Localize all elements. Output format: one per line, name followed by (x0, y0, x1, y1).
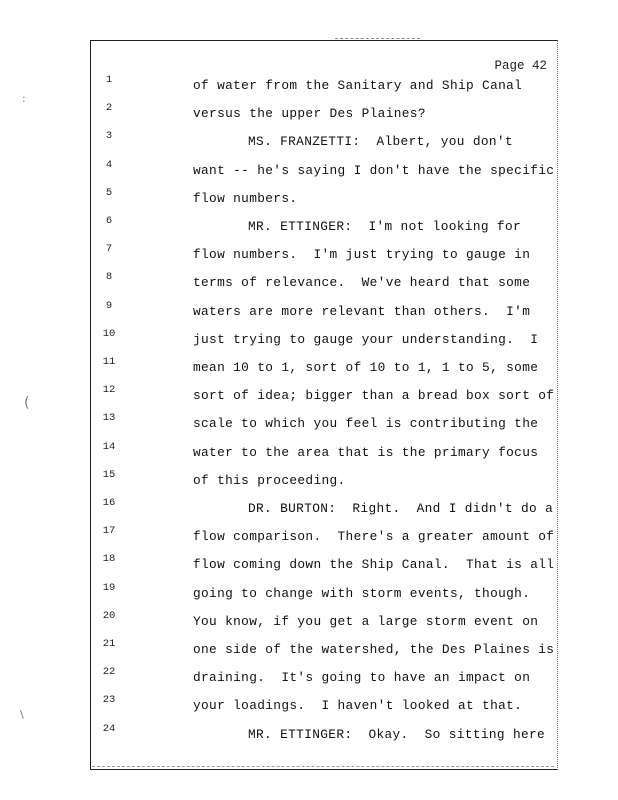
transcript-line (91, 300, 557, 328)
transcript-line (91, 610, 557, 638)
line-text: flow numbers. I'm just trying to gauge in (193, 247, 531, 263)
transcript-line (91, 74, 557, 102)
transcript-line (91, 723, 557, 751)
line-number: 3 (105, 130, 113, 143)
transcript-line (91, 553, 557, 581)
line-text: of this proceeding. (193, 472, 346, 488)
line-number: 2 (105, 102, 113, 115)
line-number: 15 (102, 468, 116, 481)
transcript-line (91, 243, 557, 271)
scan-bottom-mark (92, 766, 554, 768)
line-number: 1 (105, 74, 113, 86)
line-number: 12 (102, 384, 116, 397)
transcript-line (91, 356, 557, 384)
page-number: Page 42 (494, 59, 547, 73)
line-text: of water from the Sanitary and Ship Canal (193, 78, 523, 93)
line-text: your loadings. I haven't looked at that. (193, 698, 523, 714)
line-number: 7 (105, 243, 113, 256)
line-number: 11 (102, 356, 116, 368)
line-text: water to the area that is the primary focus (193, 444, 539, 460)
line-text: flow numbers. (193, 190, 298, 206)
margin-scan-mark: \ (20, 708, 24, 721)
line-number: 19 (102, 581, 116, 594)
line-number: 8 (105, 271, 113, 284)
line-number: 4 (105, 158, 113, 171)
transcript-page (90, 40, 558, 770)
line-text: terms of relevance. We've heard that some (193, 275, 531, 291)
line-text: one side of the watershed, the Des Plaines is (193, 642, 555, 657)
line-text: versus the upper Des Plaines? (193, 106, 426, 122)
transcript-line (91, 271, 557, 299)
transcript-line (91, 666, 557, 694)
transcript-line (91, 328, 557, 356)
line-number: 21 (102, 638, 116, 650)
line-text: MR. ETTINGER: I'm not looking for (248, 219, 521, 234)
line-text: scale to which you feel is contributing the (193, 416, 539, 432)
line-text: DR. BURTON: Right. And I didn't do a (248, 501, 554, 516)
line-text: going to change with storm events, though. (193, 585, 531, 601)
transcript-line (91, 638, 557, 666)
line-text: flow comparison. There's a greater amount of (193, 529, 555, 545)
line-number: 6 (105, 215, 113, 227)
line-text: sort of idea; bigger than a bread box sort of (193, 388, 555, 404)
transcript-line (91, 187, 557, 215)
transcript-line (91, 130, 557, 158)
line-text: mean 10 to 1, sort of 10 to 1, 1 to 5, some (193, 360, 539, 375)
line-number: 23 (102, 694, 116, 707)
line-number: 13 (102, 412, 116, 425)
transcript-line (91, 215, 557, 243)
transcript-line (91, 582, 557, 610)
transcript-line (91, 694, 557, 722)
line-number: 24 (102, 722, 116, 735)
line-number: 10 (102, 327, 116, 340)
line-number: 9 (105, 299, 113, 312)
line-number: 17 (102, 525, 116, 538)
line-text: want -- he's saying I don't have the specific (193, 162, 555, 178)
line-number: 5 (105, 186, 113, 199)
transcript-line (91, 102, 557, 130)
line-text: flow coming down the Ship Canal. That is all (193, 557, 555, 573)
line-text: just trying to gauge your understanding. I (193, 331, 539, 347)
transcript-line (91, 441, 557, 469)
line-text: waters are more relevant than others. I'm (193, 303, 531, 319)
line-text: You know, if you get a large storm event on (193, 613, 539, 629)
line-text: MS. FRANZETTI: Albert, you don't (248, 134, 513, 150)
transcript-line (91, 497, 557, 525)
line-text: MR. ETTINGER: Okay. So sitting here (248, 726, 546, 742)
transcript-line (91, 469, 557, 497)
transcript-line (91, 159, 557, 187)
transcript-line (91, 525, 557, 553)
transcript-line (91, 412, 557, 440)
transcript-line (91, 384, 557, 412)
margin-scan-mark: : (22, 92, 26, 105)
line-number: 20 (102, 609, 116, 622)
line-number: 22 (102, 666, 116, 679)
line-text: draining. It's going to have an impact on (193, 670, 531, 686)
line-number: 16 (102, 497, 116, 509)
margin-scan-mark: ( (24, 395, 30, 411)
line-number: 18 (102, 553, 116, 566)
line-number: 14 (102, 440, 116, 453)
